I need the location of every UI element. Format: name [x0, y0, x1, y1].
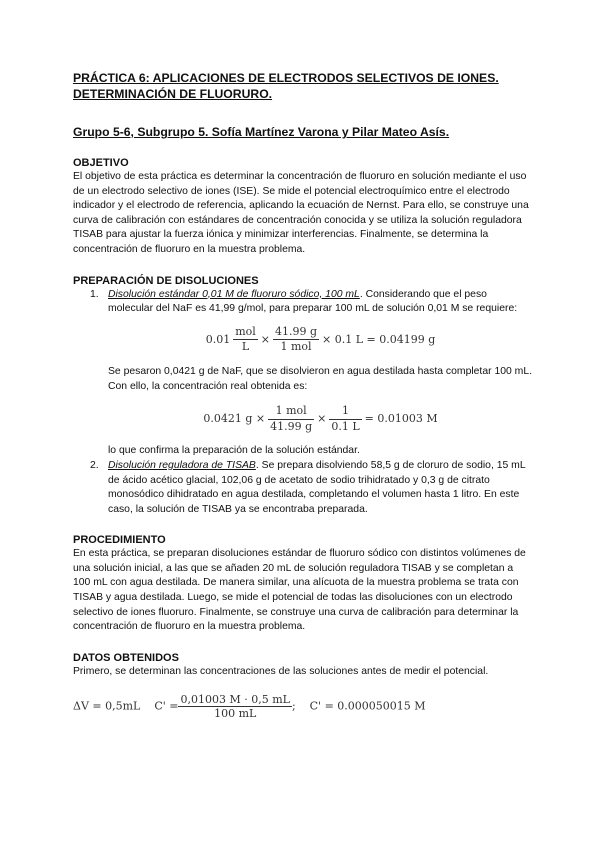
list-item-number: 1. [90, 288, 99, 300]
document-title-line-1: PRÁCTICA 6: APLICACIONES DE ELECTRODOS SELECTIVOS DE IONES. [73, 71, 499, 85]
eq1-frac-a-bot: L [241, 340, 250, 354]
item1-text: . Considerando que el peso molecular del NaF es 41,99 g/mol, para preparar 100 mL de solución 0,01 M se requiere: [108, 288, 518, 315]
eq1-result: × 0.1 L = 0.04199 g [322, 332, 436, 346]
preparacion-heading: PREPARACIÓN DE DISOLUCIONES [73, 274, 259, 287]
eq1-times: × [260, 332, 270, 346]
equation-dilution [73, 693, 533, 720]
item1-text-3: lo que confirma la preparación de la solución estándar. [108, 445, 360, 457]
eq2-frac-a [268, 404, 314, 434]
eq3-result: ; C' = 0.000050015 M [291, 699, 426, 713]
eq2-frac-a-top: 1 mol [268, 404, 314, 420]
procedimiento-heading: PROCEDIMIENTO [73, 534, 166, 547]
eq2-frac-b-bot: 0.1 L [331, 419, 360, 433]
preparacion-list [73, 288, 533, 518]
list-item [73, 459, 533, 517]
eq3-pre: ΔV = 0,5mL C' = [73, 699, 179, 713]
eq1-conc: 0.01 [205, 332, 231, 346]
eq3-frac-bot: 100 mL [214, 707, 257, 721]
item1-text-2: Se pesaron 0,0421 g de NaF, que se disolvieron en agua destilada hasta completar 100 mL. Con ello, la concentración real obtenida es: [108, 365, 532, 392]
item1-title: Disolución estándar 0,01 M de fluoruro sódico, 100 mL [108, 288, 360, 300]
list-item-number: 2. [90, 459, 99, 471]
item2-title: Disolución reguladora de TISAB [108, 459, 256, 471]
eq2-frac-a-bot: 41.99 g [270, 419, 313, 433]
eq2-pre: 0.0421 g × [203, 411, 266, 425]
eq1-frac-b [273, 325, 319, 355]
objetivo-heading: OBJETIVO [73, 157, 129, 169]
datos-heading: DATOS OBTENIDOS [73, 651, 179, 664]
eq2-times: × [317, 411, 327, 425]
list-item [73, 288, 533, 459]
eq2-frac-b [329, 404, 361, 434]
eq1-frac-b-top: 41.99 g [273, 325, 319, 341]
document-page [73, 70, 533, 720]
equation-mass [108, 325, 533, 355]
eq1-frac-a [233, 325, 258, 355]
eq1-frac-a-top: mol [233, 325, 258, 341]
procedimiento-text: En esta práctica, se preparan disoluciones estándar de fluoruro sódico con distintos volúmenes de una solución inicial, a las que se añaden 20 mL de solución reguladora TISAB y se completan a 100 mL con agua destilada. De manera similar, una alícuota de la muestra problema se trata con TISAB y agua destilada. Luego, se mide el potencial de todas las disoluciones con un electrodo selectivo de iones fluoruro. Finalmente, se construye una curva de calibración para determinar la concentración de fluoruro en la muestra problema. [73, 548, 526, 633]
eq3-frac-top: 0,01003 M · 0,5 mL [180, 693, 290, 707]
eq2-frac-b-top: 1 [329, 404, 361, 420]
group-authors: Grupo 5-6, Subgrupo 5. Sofía Martínez Varona y Pilar Mateo Asís. [73, 125, 450, 139]
eq2-result: = 0.01003 M [364, 411, 438, 425]
eq3-frac [178, 693, 291, 720]
datos-text: Primero, se determinan las concentraciones de las soluciones antes de medir el potencial. [73, 665, 489, 677]
objetivo-text: El objetivo de esta práctica es determinar la concentración de fluoruro en solución mediante el uso de un electrodo selectivo de iones (ISE). Se mide el potencial electroquímico entre el electrodo indicador y el electrodo de referencia, aplicando la ecuación de Nernst. Para ello, se construye una curva de calibración con estándares de concentración conocida y se utiliza la solución reguladora TISAB para ajustar la fuerza iónica y minimizar interferencias. Finalmente, se determina la concentración de fluoruro en la muestra problema. [73, 171, 529, 255]
eq1-frac-b-bot: 1 mol [280, 340, 312, 354]
document-title-line-2: DETERMINACIÓN DE FLUORURO. [73, 87, 273, 101]
equation-concentration [108, 404, 533, 434]
item2-text: . Se prepara disolviendo 58,5 g de cloruro de sodio, 15 mL de ácido acético glacial, 102,06 g de acetato de sodio trihidratado y 0,3 g de citrato monosódico dihidratado en agua destilada, completando el volumen hasta 1 litro. En este caso, la solución de TISAB ya se encontraba preparada. [108, 459, 526, 515]
